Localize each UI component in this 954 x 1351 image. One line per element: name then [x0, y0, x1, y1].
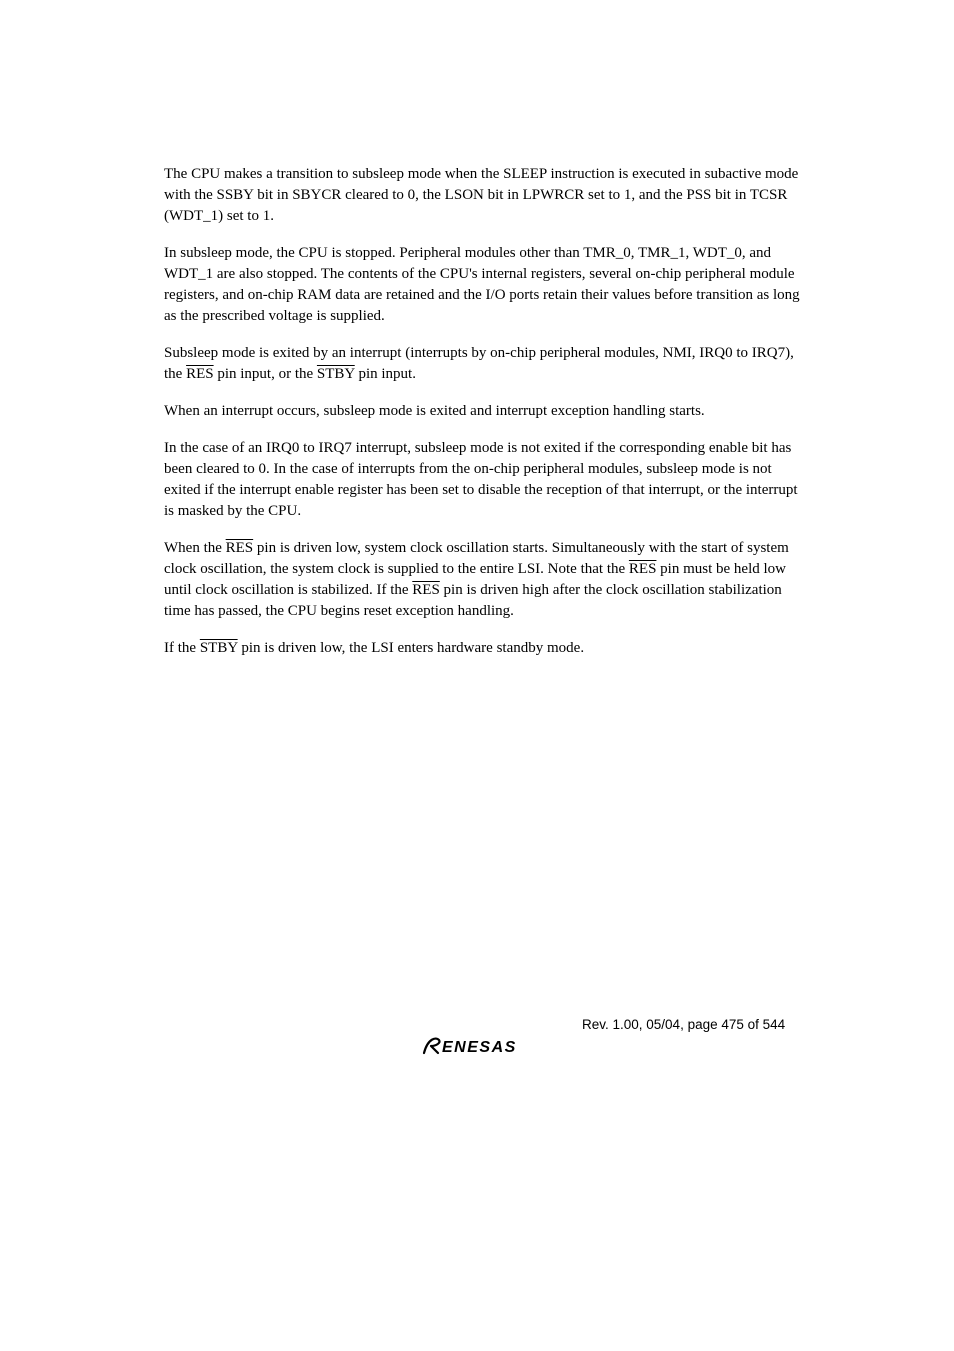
text-run: If the: [164, 640, 200, 656]
svg-text:ENESAS: ENESAS: [442, 1039, 517, 1056]
res-signal-name: $\overline{RES}$: [186, 366, 214, 382]
text-run: pin input, or the: [213, 366, 317, 382]
text-run: pin must be held low until clock oscillation is stabilized. If the: [164, 561, 786, 598]
text-run: Subsleep mode is exited by an interrupt (interrupts by on-chip peripheral modules, NMI, IRQ0 to IRQ7), the: [164, 345, 794, 382]
text-run: pin input.: [354, 366, 416, 382]
stby-signal-name: STBY: [199, 640, 238, 656]
res-signal-name: $\overline{RES}$: [628, 561, 657, 577]
res-signal-name: $\overline{RES}$: [412, 582, 440, 598]
paragraph-subsleep-transition: The CPU makes a transition to subsleep mode when the SLEEP instruction is executed in subactive mode with the SSBY bit in SBYCR cleared to 0, the LSON bit in LPWRCR set to 1, and the PSS bit in TCSR (WDT_1) set to 1.: [164, 166, 799, 224]
stby-signal-name: STBY: [316, 366, 355, 382]
paragraph-interrupt-exit: When an interrupt occurs, subsleep mode is exited and interrupt exception handling starts.: [164, 403, 705, 419]
paragraph-irq-conditions: In the case of an IRQ0 to IRQ7 interrupt, subsleep mode is not exited if the corresponding enable bit has been cleared to 0. In the case of interrupts from the on-chip peripheral modules, subsleep mode is not exited if the interrupt enable register has been set to disable the reception of that interrupt, or the interrupt is masked by the CPU.: [164, 440, 798, 519]
text-run: pin is driven low, system clock oscillation starts. Simultaneously with the start of system clock oscillation, the system clock is supplied to the entire LSI. Note that the: [164, 540, 789, 577]
paragraph-res-pin: [164, 538, 804, 622]
text-run: When the: [164, 540, 226, 556]
text-run: pin is driven low, the LSI enters hardware standby mode.: [237, 640, 585, 656]
paragraph-stby-pin: [164, 638, 804, 659]
text-run: pin is driven high after the clock oscillation stabilization time has passed, the CPU begins reset exception handling.: [164, 582, 782, 619]
renesas-logo: [422, 1034, 542, 1056]
res-signal-name: $\overline{RES}$: [225, 540, 254, 556]
page-footer-revision: Rev. 1.00, 05/04, page 475 of 544: [582, 1017, 786, 1032]
page-body: [164, 164, 804, 675]
paragraph-subsleep-exit: [164, 343, 804, 385]
paragraph-subsleep-state: In subsleep mode, the CPU is stopped. Peripheral modules other than TMR_0, TMR_1, WDT_0, and WDT_1 are also stopped. The contents of the CPU's internal registers, several on-chip peripheral module registers, and on-chip RAM data are retained and the I/O ports retain their values before transition as long as the prescribed voltage is supplied.: [164, 245, 800, 324]
